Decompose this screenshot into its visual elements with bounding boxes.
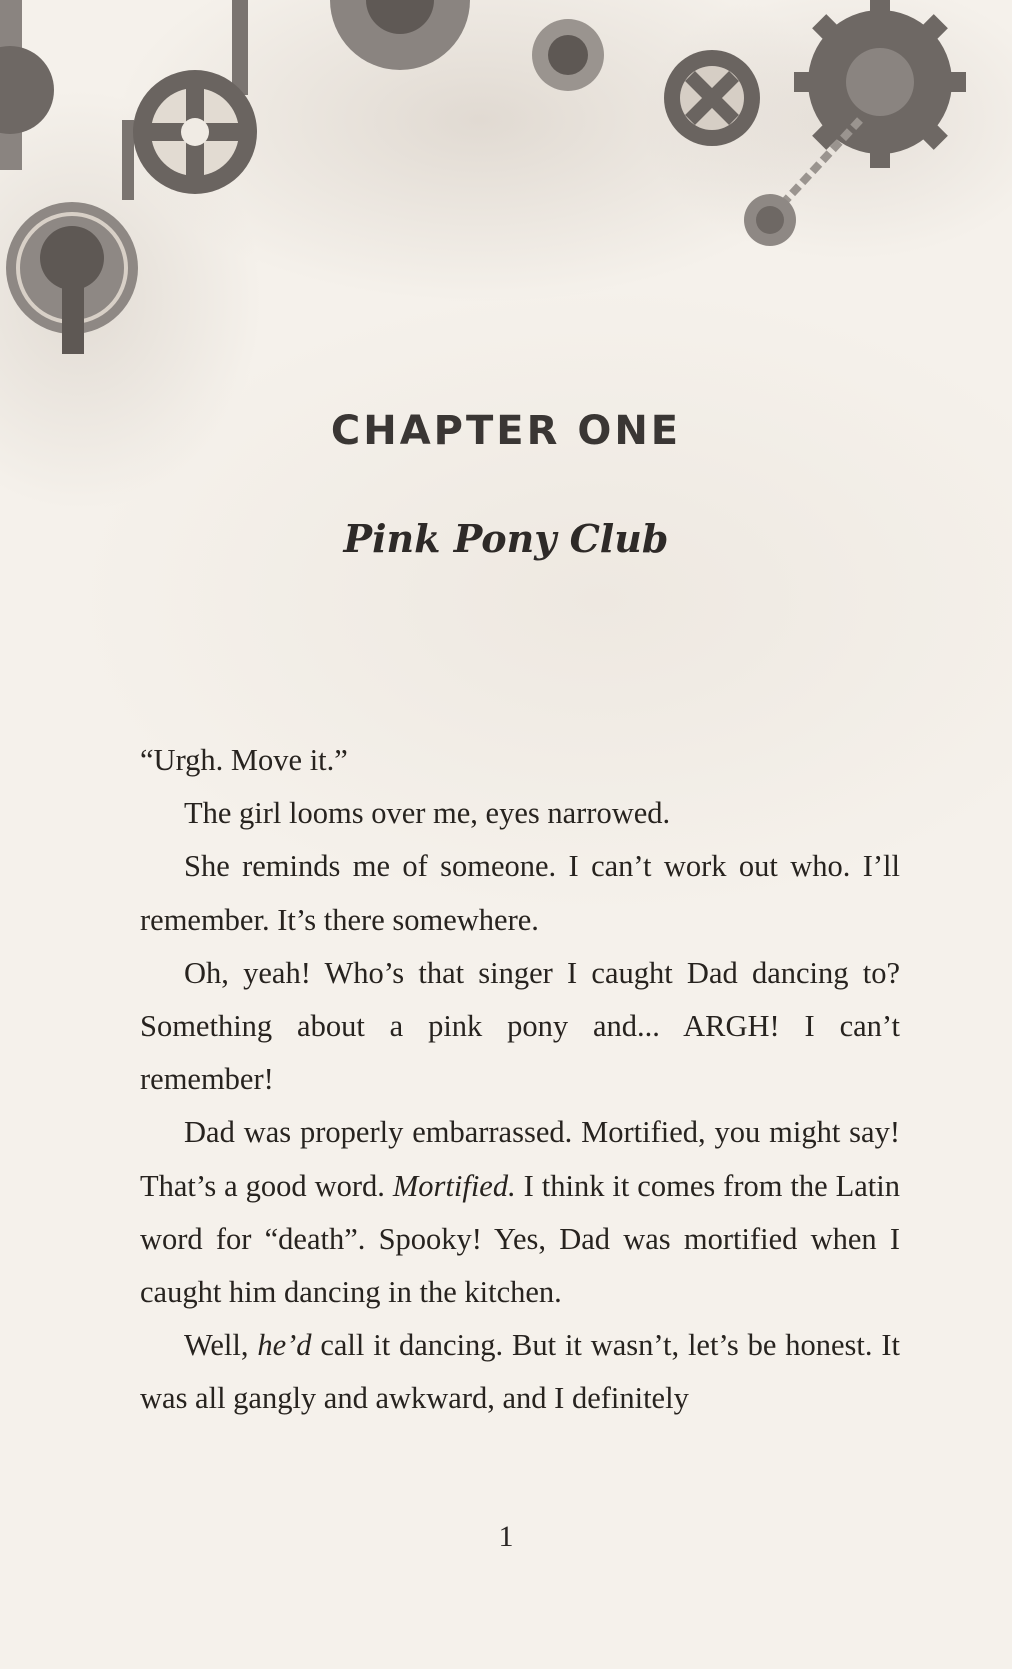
paragraph: The girl looms over me, eyes narrowed. (184, 796, 671, 831)
paragraph: She reminds me of someone. I can’t work out who. I’ll remember. It’s there somewhere. (140, 849, 900, 937)
chapter-heading: CHAPTER ONE (330, 408, 682, 454)
chapter-subtitle: Pink Pony Club (343, 516, 669, 561)
emphasis: he’d (257, 1328, 312, 1363)
paragraph: “Urgh. Move it.” (140, 743, 348, 777)
page-number: 1 (498, 1520, 514, 1553)
paragraph: Well, he’d call it dancing. But it wasn’t, let’s be honest. It was all gangly and awkward, and I definitely (140, 1328, 900, 1416)
paragraph: Dad was properly embarrassed. Mortified, you might say! That’s a good word. Mortified. I think it comes from the Latin word for “death”. Spooky! Yes, Dad was mortified when I caught him dancing in the kitchen. (140, 1115, 900, 1310)
gears-icon (0, 0, 966, 354)
gears-illustration (0, 0, 1012, 380)
emphasis: Mortified. (392, 1168, 516, 1203)
paragraph: Oh, yeah! Who’s that singer I caught Dad dancing to? Something about a pink pony and... ARGH! I can’t remember! (140, 955, 900, 1097)
chapter-body (140, 734, 900, 1426)
